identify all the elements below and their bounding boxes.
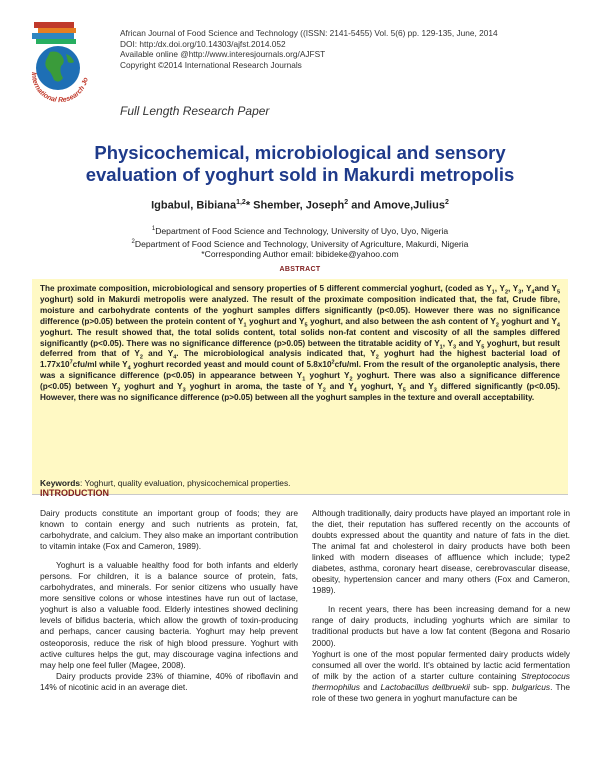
keywords-label: Keywords: [40, 478, 81, 488]
aff1-mark: 1: [151, 226, 156, 232]
abstract-text: The proximate composition, microbiological and sensory properties of 5 different commercial yoghurt, (coded as $Y_1$, $Y_2$, $Y_3$, $Y_4and$ $Y_5$ yoghurt) sold in Makurdi metropolis were analyzed. The result of the proximate composition indicated that, the fat, Crude fibre, moisture and carbohydrate contents of the yoghurt samples differs significantly (p<0.05). However there was no significance difference (p>0.05) between the protein content of $Y_1$ yoghurt and $Y_5$ yoghurt, and also between the ash content of $Y_2$ yoghurt and $Y_4$ yoghurt. The result showed that, the total solids content, total solids non-fat content and viscosity of all the samples differed significantly (p<0.05). There was no significance difference (p>0.05) between the titratable acidity of $Y_1$, $Y_3$ and $Y_5$ yoghurt, but result deferred from that of $Y_2$ and $Y_4$. The microbiological analysis indicated that, $Y_2$ yoghurt had the highest bacterial load of $1.77x10^7cfu/ml$ while $Y_4$ yoghurt recorded yeast and mould count of $5.8x10^2cfu/ml$. From the result of the organoleptic analysis, there was a significance difference (p<0.05) in appearance between $Y_1$ yoghurt $Y_2$ yoghurt. There was also a significance difference (p<0.05) between $Y_2$ yoghurt and $Y_3$ yoghurt in aroma, the taste of $Y_2$ and $Y_4$ yoghurt, $Y_5$ and $Y_3$ differed significantly (p<0.05). However, there was no significance difference (p>0.05) between all the yoghurt samples in the texture and overall acceptability.: [40, 284, 561, 403]
author-1-mark: *: [245, 199, 251, 212]
title-line-1: Physicochemical, microbiological and sensory: [94, 142, 506, 163]
author-1-affil: 1,2: [236, 199, 246, 206]
left-column: [40, 508, 298, 693]
affiliation-2: Department of Food Science and Technology, University of Agriculture, Makurdi, Nigeria: [134, 238, 469, 249]
paper-type: Full Length Research Paper: [120, 104, 270, 118]
abstract-box: [32, 279, 568, 494]
abstract-heading: ABSTRACT: [279, 266, 321, 273]
intro-paragraph-3: Dairy products provide 23% of thiamine, 40% of riboflavin and 14% of nicotinic acid in an average diet.: [40, 670, 298, 692]
author-2-affil: 2: [344, 199, 349, 206]
journal-doi[interactable]: DOI: http:/dx.doi.org/10.14303/ajfst.2014.052: [120, 38, 286, 49]
keywords-text: : Yoghurt, quality evaluation, physicochemical properties.: [80, 478, 291, 488]
section-divider: [32, 494, 568, 495]
intro-paragraph-4: Although traditionally, dairy products have played an important role in the diet, their reputation has suffered recently on the accounts of doubts expressed about the quantity and nature of fats in the diet. The animal fat and cholesterol in dairy products have both been linked with modern diseases of affluence which include; type2 diabetes, asthma, coronary heart disease, cerebrovascular disease, obesity, hypertension cancer and many others (Fox and Cameron, 1989).: [312, 508, 570, 596]
author-3: and Amove,Julius: [348, 199, 445, 212]
intro-paragraph-1: Dairy products constitute an important group of foods; they are known to contain energy and such nutrients as protein, fat, carbohydrate, and calcium. They also make an important contribution to vitamin intake (Fox and Cameron, 1989).: [40, 508, 298, 552]
paper-title: [0, 142, 600, 186]
author-2: Shember, Joseph: [250, 199, 345, 212]
intro-paragraph-2: Yoghurt is a valuable healthy food for both infants and elderly persons. For children, it is a balance source of protein, fats, carbohydrates, and minerals. For senior citizens who usually have more sensitive colons or whose intestines have run out of lactase, yoghurt is also a valuable food. Elderly intestines showed declining levels of bifidus bacteria, which allow the growth of toxin-producing and perhaps, cancer causing bacteria. Yoghurt may help prevent osteoporosis, reduce the risk of high blood pressure. Yoghurt with active cultures helps the gut, may discourage vagina infections and may help one feel fuller (Magee, 2008).: [40, 560, 298, 670]
corresponding-author[interactable]: *Corresponding Author email: bibideke@yahoo.com: [201, 249, 399, 260]
right-column: [312, 508, 570, 704]
journal-citation: African Journal of Food Science and Technology ((ISSN: 2141-5455) Vol. 5(6) pp. 129-135, June, 2014: [120, 28, 498, 38]
intro-paragraph-5: In recent years, there has been increasing demand for a new range of dairy products, including yoghurts which are similar to traditional products but have a low fat content (Begona and Rosario 2000).: [312, 604, 570, 648]
affiliations: [0, 224, 600, 260]
logo-text: International Research Jo: [29, 71, 90, 105]
journal-info: [120, 28, 498, 70]
keywords: [40, 478, 290, 488]
aff2-mark: 2: [131, 238, 135, 245]
journal-copyright: Copyright ©2014 International Research Journals: [120, 59, 302, 70]
affiliation-1: Department of Food Science and Technology, University of Uyo, Uyo, Nigeria: [155, 225, 449, 236]
author-3-affil: 2: [444, 199, 449, 206]
title-line-2: evaluation of yoghurt sold in Makurdi metropolis: [85, 164, 515, 185]
author-1: Igbabul, Bibiana: [151, 199, 237, 212]
journal-url[interactable]: Available online @http://www.interesjournals.org/AJFST: [120, 49, 326, 60]
introduction-heading: INTRODUCTION: [40, 488, 109, 498]
authors: [0, 199, 600, 212]
journal-logo: [14, 14, 112, 112]
intro-paragraph-6: Yoghurt is one of the most popular fermented dairy products widely consumed all over the world. It's obtained by lactic acid fermentation of milk by the action of a starter culture containing Streptococus thermophilus and Lactobacillus dellbruekii sub- spp. bulgaricus. The role of these two genera in yoghurt manufacture can be: [312, 648, 570, 703]
